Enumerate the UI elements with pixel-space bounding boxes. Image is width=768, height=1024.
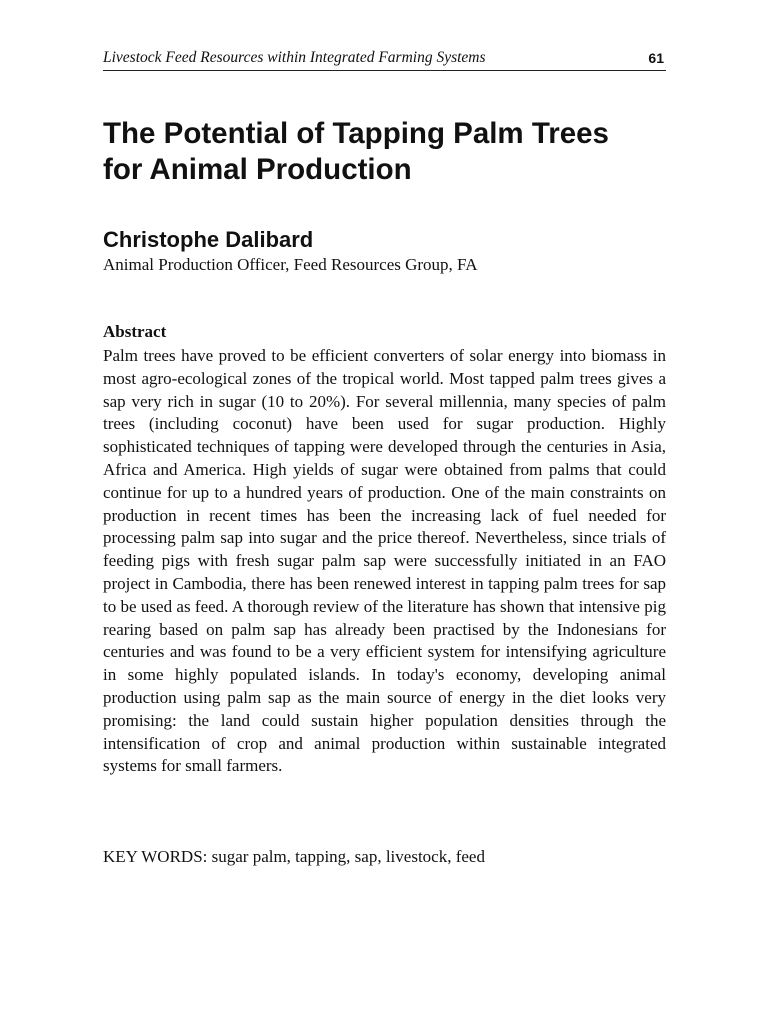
article-title: The Potential of Tapping Palm Trees for Animal Production — [103, 117, 609, 186]
running-header — [103, 48, 666, 71]
author-name: Christophe Dalibard — [103, 227, 314, 252]
abstract-heading: Abstract — [103, 322, 167, 341]
keywords: KEY WORDS: sugar palm, tapping, sap, livestock, feed — [103, 847, 485, 866]
running-title: Livestock Feed Resources within Integrated Farming Systems — [103, 49, 486, 66]
document-page — [103, 0, 666, 1024]
author-affiliation: Animal Production Officer, Feed Resources Group, FA — [103, 255, 478, 274]
page-number: 61 — [648, 50, 664, 66]
abstract-body: Palm trees have proved to be efficient converters of solar energy into biomass in most agro-ecological zones of the tropical world. Most tapped palm trees gives a sap very rich in sugar (10 to 20%). For several millennia, many species of palm trees (including coconut) have been used for sugar production. Highly sophisticated techniques of tapping were developed through the centuries in Asia, Africa and America. High yields of sugar were obtained from palms that could continue for up to a hundred years of production. One of the main constraints on production in recent times has been the increasing lack of fuel needed for processing palm sap into sugar and the price thereof. Nevertheless, since trials of feeding pigs with fresh sugar palm sap were successfully initiated in an FAO project in Cambodia, there has been renewed interest in tapping palm trees for sap to be used as feed. A thorough review of the literature has shown that intensive pig rearing based on palm sap has already been practised by the Indonesians for centuries and was found to be a very efficient system for intensifying agriculture in some highly populated islands. In today's economy, developing animal production using palm sap as the main source of energy in the diet looks very promising: the land could sustain higher population densities through the intensification of crop and animal production within sustainable integrated systems for small farmers. — [103, 346, 666, 776]
